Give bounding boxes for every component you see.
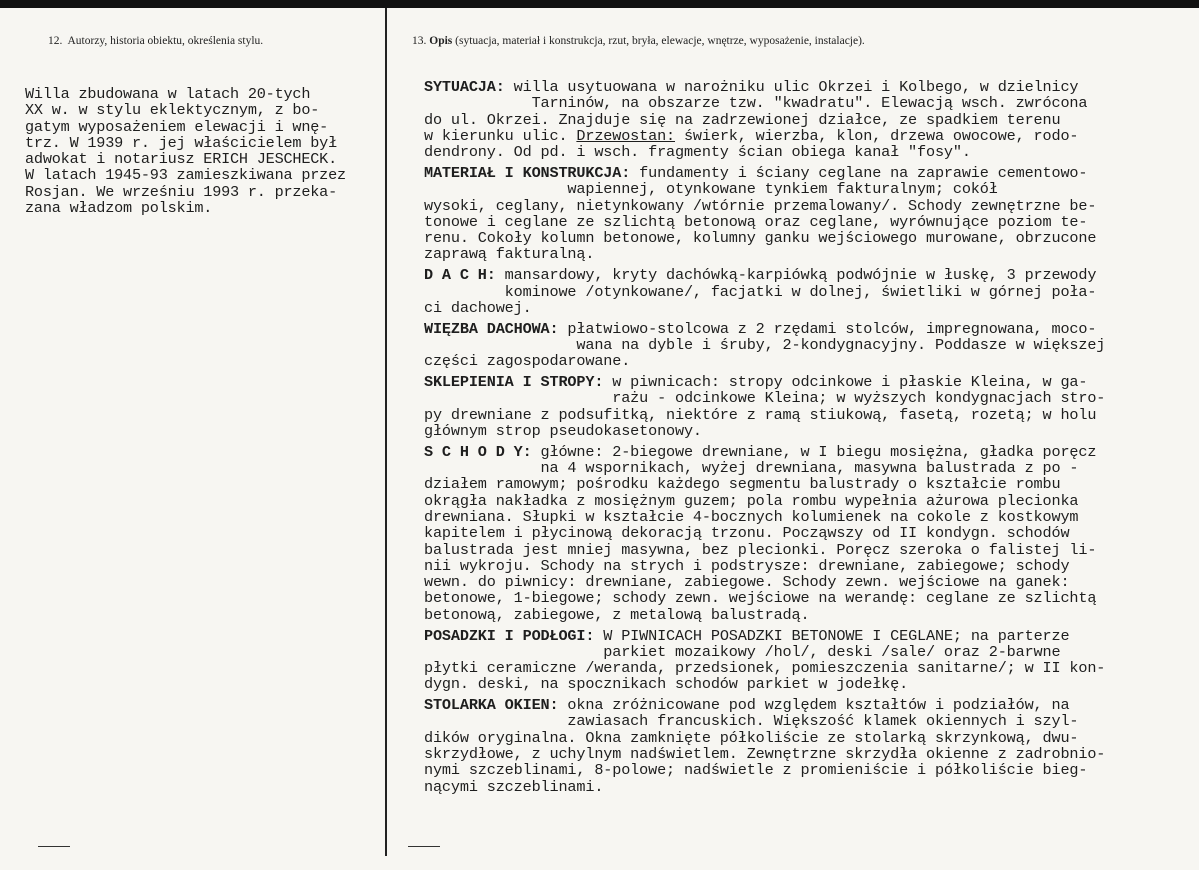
section-first-text: fundamenty i ściany ceglane na zaprawie cementowo- xyxy=(630,163,1088,182)
section-first-text: główne: 2-biegowe drewniane, w I biegu mosiężna, gładka poręcz xyxy=(531,442,1097,461)
section-line xyxy=(424,713,1194,729)
section-line xyxy=(424,95,1194,111)
section-line xyxy=(424,128,1194,144)
section xyxy=(424,697,1194,795)
section-first-text: okna zróżnicowane pod względem kształtów i podziałów, na xyxy=(558,696,1070,715)
header-left-label: Autorzy, historia obiektu, określenia stylu. xyxy=(67,35,264,47)
section-line-text: dików oryginalna. Okna zamknięte półkoliście ze stolarką skrzynkową, dwu- xyxy=(424,728,1079,747)
section-line xyxy=(424,300,1194,316)
section-line xyxy=(424,353,1194,369)
section-line xyxy=(424,112,1194,128)
section-line-text: renu. Cokoły kolumn betonowe, kolumny ganku wejściowego murowane, obrzucone xyxy=(424,229,1097,248)
section-line xyxy=(424,525,1194,541)
section-line xyxy=(424,730,1194,746)
section-line-text: drewniana. Słupki w kształcie 4-bocznych kolumienek na cokole z kostkowym xyxy=(424,507,1079,526)
section-line xyxy=(424,493,1194,509)
history-line: XX w. w stylu eklektycznym, z bo- xyxy=(25,101,320,120)
section-first-line xyxy=(424,444,1194,460)
header-right-sub: (sytuacja, materiał i konstrukcja, rzut, bryła, elewacje, wnętrze, wyposażenie, instalacje). xyxy=(455,35,865,47)
section xyxy=(424,444,1194,623)
section-line xyxy=(424,590,1194,606)
section-line-text: tonowe i ceglane ze szlichtą betonową oraz ceglane, wyrównujące poziom te- xyxy=(424,212,1088,231)
section-line-text: do ul. Okrzei. Znajduje się na zadrzewionej działce, ze spadkiem terenu xyxy=(424,110,1061,129)
section-heading: STOLARKA OKIEN: xyxy=(424,696,559,715)
section-line-text: nącymi szczeblinami. xyxy=(424,777,604,796)
section-first-line xyxy=(424,628,1194,644)
section-line-text: w kierunku ulic. xyxy=(424,126,577,145)
section-line-text: na 4 wspornikach, wyżej drewniana, masywna balustrada z po - xyxy=(424,459,1079,478)
section-first-line xyxy=(424,321,1194,337)
header-right-number: 13. xyxy=(412,35,427,47)
section-line-text: parkiet mozaikowy /hol/, deski /sale/ oraz 2-barwne xyxy=(424,642,1061,661)
history-line: Willa zbudowana w latach 20-tych xyxy=(25,85,311,103)
section-line xyxy=(424,198,1194,214)
top-border xyxy=(0,0,1199,8)
header-right xyxy=(412,35,865,47)
section-line xyxy=(424,423,1194,439)
section-line xyxy=(424,246,1194,262)
section-line-text: balustrada jest mniej masywna, bez plecionki. Poręcz szeroka o falistej li- xyxy=(424,540,1097,559)
section-line xyxy=(424,644,1194,660)
history-line: Rosjan. We wrześniu 1993 r. przeka- xyxy=(25,182,337,201)
footer-dash-right xyxy=(408,846,440,847)
header-left-number: 12. xyxy=(48,35,63,47)
section-line-text: wewn. do piwnicy: drewniane, zabiegowe. Schody zewn. wejściowe na ganek: xyxy=(424,573,1070,592)
section-line-tail: świerk, wierzba, klon, drzewa owocowe, rodo- xyxy=(675,126,1079,145)
history-line: W latach 1945-93 zamieszkiwana przez xyxy=(25,166,346,185)
section-line-text: zaprawą fakturalną. xyxy=(424,245,595,264)
section xyxy=(424,628,1194,693)
section xyxy=(424,321,1194,370)
section-line xyxy=(424,509,1194,525)
section xyxy=(424,267,1194,316)
header-right-label: Opis xyxy=(429,35,453,47)
section-line-text: części zagospodarowane. xyxy=(424,352,631,371)
section-line-text: zawiasach francuskich. Większość klamek okiennych i szyl- xyxy=(424,712,1079,731)
section-line xyxy=(424,746,1194,762)
section-heading: SYTUACJA: xyxy=(424,78,505,96)
history-line: zana władzom polskim. xyxy=(25,199,213,218)
section-line-text: betonową, zabiegowe, z metalową balustradą. xyxy=(424,605,810,624)
header-left xyxy=(48,35,263,47)
section-line xyxy=(424,607,1194,623)
section-line-text: rażu - odcinkowe Kleina; w wyższych kondygnacjach stro- xyxy=(424,389,1106,408)
section-line-text: skrzydłowe, z uchylnym nadświetlem. Zewnętrzne skrzydła okienne z zadrobnio- xyxy=(424,745,1106,764)
section-line xyxy=(424,460,1194,476)
section-line xyxy=(424,676,1194,692)
section-line xyxy=(424,476,1194,492)
section-heading: MATERIAŁ I KONSTRUKCJA: xyxy=(424,163,631,182)
section-line xyxy=(424,181,1194,197)
section xyxy=(424,374,1194,439)
section-line-text: płytki ceramiczne /weranda, przedsionek, pomieszczenia sanitarne/; w II kon- xyxy=(424,659,1106,678)
section-line xyxy=(424,284,1194,300)
section-line-text: wana na dyble i śruby, 2-kondygnacyjny. Poddasze w większej xyxy=(424,335,1106,354)
description-text xyxy=(424,79,1194,799)
section-line-text: nymi szczeblinami, 8-polowe; nadświetle z promieniście i półkoliście bieg- xyxy=(424,761,1088,780)
section-line xyxy=(424,762,1194,778)
section-line-text: py drewniane z podsufitką, niektóre z ramą stiukową, fasetą, rozetą; w holu xyxy=(424,405,1097,424)
column-divider xyxy=(385,8,387,856)
section-line-text: ci dachowej. xyxy=(424,298,532,317)
section-line-text: betonowe, 1-biegowe; schody zewn. wejściowe na werandę: ceglane ze szlichtą xyxy=(424,589,1097,608)
underlined-term: Drzewostan: xyxy=(576,126,675,145)
section-line xyxy=(424,214,1194,230)
section-line xyxy=(424,542,1194,558)
section-line: dendrony. Od pd. i wsch. fragmenty ścian obiega kanał "fosy". xyxy=(424,143,971,162)
section-first-text: W PIWNICACH POSADZKI BETONOWE I CEGLANE; na parterze xyxy=(594,626,1070,645)
section-line xyxy=(424,574,1194,590)
section-line-text: kominowe /otynkowane/, facjatki w dolnej, świetliki w górnej poła- xyxy=(424,282,1097,301)
section-line xyxy=(424,230,1194,246)
section-first-line xyxy=(424,267,1194,283)
section-heading: D A C H: xyxy=(424,266,496,285)
section-heading: S C H O D Y: xyxy=(424,442,532,461)
section-line xyxy=(424,779,1194,795)
history-text xyxy=(25,86,375,216)
section-line-text: kapitelem i płycinową dekoracją trzonu. Począwszy od II kondygn. schodów xyxy=(424,524,1070,543)
section-first-line xyxy=(424,697,1194,713)
footer-dash-left xyxy=(38,846,70,847)
section-line-text: działem ramowym; pośrodku każdego segmentu balustrady o kształcie rombu xyxy=(424,475,1061,494)
section-line xyxy=(424,407,1194,423)
section-line-text: wapiennej, otynkowane tynkiem fakturalnym; cokół xyxy=(424,180,998,199)
section-line-text: głównym strop pseudokasetonowy. xyxy=(424,421,702,440)
history-line: adwokat i notariusz ERICH JESCHECK. xyxy=(25,150,337,169)
section-line-text: nii wykroju. Schody na strych i podstrysze: drewniane, zabiegowe; schody xyxy=(424,556,1070,575)
section-first-text: w piwnicach: stropy odcinkowe i płaskie Kleina, w ga- xyxy=(603,373,1088,392)
section-line xyxy=(424,558,1194,574)
section xyxy=(424,165,1194,263)
section-line xyxy=(424,390,1194,406)
section-first-line xyxy=(424,165,1194,181)
section-first-text: płatwiowo-stolcowa z 2 rzędami stolców, impregnowana, moco- xyxy=(558,319,1097,338)
section-first-text: mansardowy, kryty dachówką-karpiówką podwójnie w łuskę, 3 przewody xyxy=(495,266,1097,285)
section-line-text: okrągła nakładka z mosiężnym guzem; pola rombu wypełnia ażurowa plecionka xyxy=(424,491,1079,510)
history-line: trz. W 1939 r. jej właścicielem był xyxy=(25,133,337,152)
history-line: gatym wyposażeniem elewacji i wnę- xyxy=(25,117,329,136)
section xyxy=(424,79,1194,160)
section-first-line xyxy=(424,79,1194,95)
section-line xyxy=(424,660,1194,676)
section-line xyxy=(424,337,1194,353)
section-first-text: willa usytuowana w narożniku ulic Okrzei i Kolbego, w dzielnicy xyxy=(504,78,1079,96)
section-heading: POSADZKI I PODŁOGI: xyxy=(424,626,595,645)
section-heading: WIĘZBA DACHOWA: xyxy=(424,319,559,338)
section-heading: SKLEPIENIA I STROPY: xyxy=(424,373,604,392)
section-line-text: wysoki, ceglany, nietynkowany /wtórnie przemalowany/. Schody zewnętrzne be- xyxy=(424,196,1097,215)
section-line-text: Tarninów, na obszarze tzw. "kwadratu". Elewacją wsch. zwrócona xyxy=(424,94,1088,113)
section-first-line xyxy=(424,374,1194,390)
section-line-text: dygn. deski, na spocznikach schodów parkiet w jodełkę. xyxy=(424,675,909,694)
